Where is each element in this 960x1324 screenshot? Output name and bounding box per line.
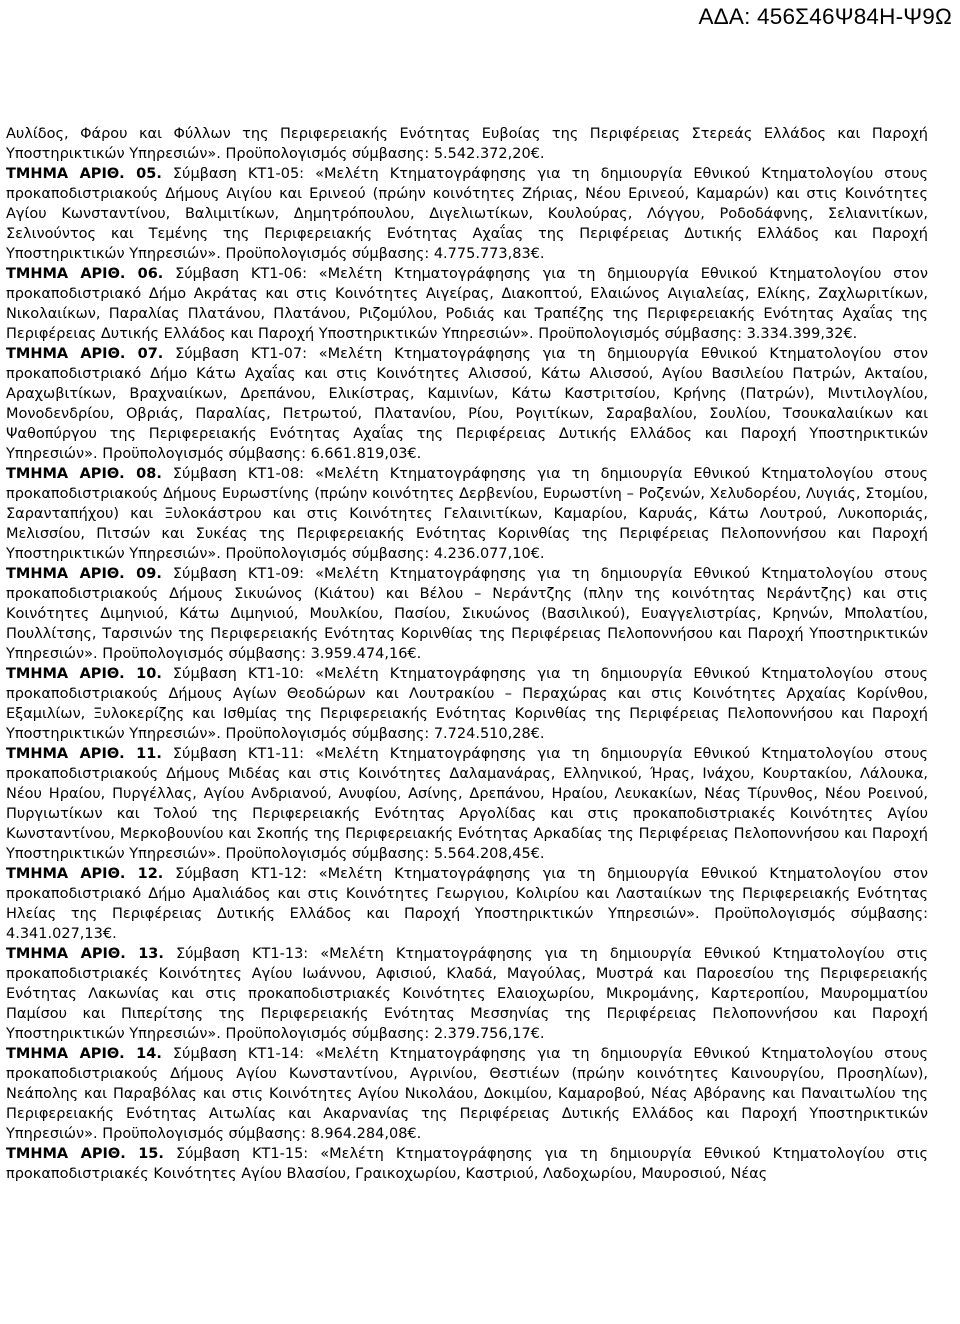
- section-text: Σύμβαση ΚΤ1-13: «Μελέτη Κτηματογράφησης για τη δημιουργία Εθνικού Κτηματολογίου στις προκαποδιστριακές Κοινότητες Αγίου Ιωάννου, Αφισιού, Κλαδά, Μαγούλας, Μυστρά και Παροεσίου της Περιφερειακής Ενότητας Λακωνίας και στις προκαποδιστριακές Κοινότητες Ελαιοχωρίου, Μικρομάνης, Καρτεροπίου, Μαυρομματίου Παμίσου και Πιπερίτσης της Περιφερειακής Ενότητας Μεσσηνίας της Περιφέρειας Πελοποννήσου και Παροχή Υποστηρικτικών Υπηρεσιών». Προϋπολογισμός σύμβασης: 2.379.756,17€.: [6, 946, 928, 1042]
- section-10: [6, 664, 928, 744]
- section-heading: ΤΜΗΜΑ ΑΡΙΘ. 11.: [6, 746, 162, 762]
- section-05: [6, 164, 928, 264]
- section-heading: ΤΜΗΜΑ ΑΡΙΘ. 15.: [6, 1146, 164, 1162]
- section-heading: ΤΜΗΜΑ ΑΡΙΘ. 08.: [6, 466, 162, 482]
- section-07: [6, 344, 928, 464]
- section-heading: ΤΜΗΜΑ ΑΡΙΘ. 12.: [6, 866, 164, 882]
- section-09: [6, 564, 928, 664]
- section-heading: ΤΜΗΜΑ ΑΡΙΘ. 13.: [6, 946, 164, 962]
- section-heading: ΤΜΗΜΑ ΑΡΙΘ. 06.: [6, 266, 164, 282]
- section-text: Σύμβαση ΚΤ1-10: «Μελέτη Κτηματογράφησης για τη δημιουργία Εθνικού Κτηματολογίου στους προκαποδιστριακούς Δήμους Αγίων Θεοδώρων και Λουτρακίου – Περαχώρας και στις Κοινότητες Αρχαίας Κορίνθου, Εξαμιλίων, Ξυλοκερίζης και Ισθμίας της Περιφερειακής Ενότητας Κορινθίας της Περιφέρειας Πελοποννήσου και Παροχή Υποστηρικτικών Υπηρεσιών». Προϋπολογισμός σύμβασης: 7.724.510,28€.: [6, 666, 928, 742]
- section-13: [6, 944, 928, 1044]
- section-heading: ΤΜΗΜΑ ΑΡΙΘ. 05.: [6, 166, 162, 182]
- section-text: Σύμβαση ΚΤ1-15: «Μελέτη Κτηματογράφησης για τη δημιουργία Εθνικού Κτηματολογίου στις προκαποδιστριακές Κοινότητες Αγίου Βλασίου, Γραικοχωρίου, Καστριού, Λαδοχωρίου, Μαυροσιού, Νέας: [6, 1146, 928, 1182]
- section-text: Σύμβαση ΚΤ1-05: «Μελέτη Κτηματογράφησης για τη δημιουργία Εθνικού Κτηματολογίου στους προκαποδιστριακούς Δήμους Αιγίου και Ερινεού (πρώην κοινότητες Ζήριας, Νέου Ερινεού, Καμαρών) και στις Κοινότητες Αγίου Κωνσταντίνου, Βαλιμιτίκων, Δημητρόπουλου, Διγελιωτίκων, Κουλούρας, Λόγγου, Ροδοδάφνης, Σελιανιτίκων, Σελινούντος και Τεμένης της Περιφερειακής Ενότητας Αχαΐας της Περιφέρειας Δυτικής Ελλάδος και Παροχή Υποστηρικτικών Υπηρεσιών». Προϋπολογισμός σύμβασης: 4.775.773,83€.: [6, 166, 928, 262]
- section-text: Σύμβαση ΚΤ1-14: «Μελέτη Κτηματογράφησης για τη δημιουργία Εθνικού Κτηματολογίου στους προκαποδιστριακούς Δήμους Αγίου Κωνσταντίνου, Αγρινίου, Θεστιέων (πρώην κοινότητες Καινουργίου, Προσηλίων), Νεάπολης και Παραβόλας και στις Κοινότητες Αγίου Νικολάου, Δοκιμίου, Καμαροβού, Νέας Αβόρανης και Παναιτωλίου της Περιφερειακής Ενότητας Αιτωλίας και Ακαρνανίας της Περιφέρειας Δυτικής Ελλάδος και Παροχή Υποστηρικτικών Υπηρεσιών». Προϋπολογισμός σύμβασης: 8.964.284,08€.: [6, 1046, 928, 1142]
- section-text: Σύμβαση ΚΤ1-09: «Μελέτη Κτηματογράφησης για τη δημιουργία Εθνικού Κτηματολογίου στους προκαποδιστριακούς Δήμους Σικυώνος (Κιάτου) και Βέλου – Νεράντζης (πλην της κοινότητας Νεράντζης) και στις Κοινότητες Διμηνιού, Κάτω Διμηνιού, Μουλκίου, Πασίου, Σικυώνος (Βασιλικού), Ευαγγελιστρίας, Κρηνών, Μπολατίου, Πουλλίτσης, Ταρσινών της Περιφερειακής Ενότητας Κορινθίας της Περιφέρειας Πελοποννήσου και Παροχή Υποστηρικτικών Υπηρεσιών». Προϋπολογισμός σύμβασης: 3.959.474,16€.: [6, 566, 928, 662]
- section-12: [6, 864, 928, 944]
- section-text: Σύμβαση ΚΤ1-12: «Μελέτη Κτηματογράφησης για τη δημιουργία Εθνικού Κτηματολογίου στον προκαποδιστριακό Δήμο Αμαλιάδος και στις Κοινότητες Γεωργιου, Κολιρίου και Λασταιίκων της Περιφερειακής Ενότητας Ηλείας της Περιφέρειας Δυτικής Ελλάδος και Παροχή Υποστηρικτικών Υπηρεσιών». Προϋπολογισμός σύμβασης: 4.341.027,13€.: [6, 866, 929, 942]
- section-heading: ΤΜΗΜΑ ΑΡΙΘ. 09.: [6, 566, 162, 582]
- section-text: Σύμβαση ΚΤ1-08: «Μελέτη Κτηματογράφησης για τη δημιουργία Εθνικού Κτηματολογίου στους προκαποδιστριακούς Δήμους Ευρωστίνης (πρώην κοινότητες Δερβενίου, Ευρωστίνη – Ροζενών, Χελυδορέου, Λυγιάς, Στομίου, Σαρανταπήχου) και Ξυλοκάστρου και στις Κοινότητες Γελαινιτίκων, Καμαρίου, Καρυάς, Κάτω Λουτρού, Λυκοποριάς, Μελισσίου, Πιτσών και Συκέας της Περιφερειακής Ενότητας Κορινθίας της Περιφέρειας Πελοποννήσου και Παροχή Υποστηρικτικών Υπηρεσιών». Προϋπολογισμός σύμβασης: 4.236.077,10€.: [6, 466, 928, 562]
- section-06: [6, 264, 928, 344]
- ada-header: ΑΔΑ: 456Σ46Ψ84Η-Ψ9Ω: [698, 4, 952, 29]
- section-text: Σύμβαση ΚΤ1-07: «Μελέτη Κτηματογράφησης για τη δημιουργία Εθνικού Κτηματολογίου στον προκαποδιστριακό Δήμο Κάτω Αχαΐας και στις Κοινότητες Αλισσού, Κάτω Αλισσού, Αγίου Βασιλείου Πατρών, Ακταίου, Αραχωβιτίκων, Βραχναιίκων, Δρεπάνου, Ελικίστρας, Καμινίων, Κάτω Καστριτσίου, Κρήνης (Πατρών), Μιντιλογλίου, Μονοδενδρίου, Οβριάς, Παραλίας, Πετρωτού, Πλατανίου, Ρίου, Ρογιτίκων, Σαραβαλίου, Σουλίου, Τσουκαλαιίκων και Ψαθοπύργου της Περιφερειακής Ενότητας Αχαΐας της Περιφέρειας Δυτικής Ελλάδος και Παροχή Υποστηρικτικών Υπηρεσιών». Προϋπολογισμός σύμβασης: 6.661.819,03€.: [6, 346, 929, 462]
- intro-paragraph: Αυλίδος, Φάρου και Φύλλων της Περιφερειακής Ενότητας Ευβοίας της Περιφέρειας Στερεάς Ελλάδος και Παροχή Υποστηρικτικών Υπηρεσιών». Προϋπολογισμός σύμβασης: 5.542.372,20€.: [6, 126, 928, 162]
- section-heading: ΤΜΗΜΑ ΑΡΙΘ. 14.: [6, 1046, 162, 1062]
- section-11: [6, 744, 928, 864]
- section-15: [6, 1144, 928, 1184]
- section-heading: ΤΜΗΜΑ ΑΡΙΘ. 10.: [6, 666, 162, 682]
- section-heading: ΤΜΗΜΑ ΑΡΙΘ. 07.: [6, 346, 164, 362]
- section-text: Σύμβαση ΚΤ1-06: «Μελέτη Κτηματογράφησης για τη δημιουργία Εθνικού Κτηματολογίου στον προκαποδιστριακό Δήμο Ακράτας και στις Κοινότητες Αιγείρας, Διακοπτού, Ελαιώνος Αιγιαλείας, Ελίκης, Ζαχλωριτίκων, Νικολαιίκων, Παραλίας Πλατάνου, Πλατάνου, Ριζομύλου, Ροδιάς και Τραπέζης της Περιφερειακής Ενότητας Αχαΐας της Περιφέρειας Δυτικής Ελλάδος και Παροχή Υποστηρικτικών Υπηρεσιών». Προϋπολογισμός σύμβασης: 3.334.399,32€.: [6, 266, 929, 342]
- section-text: Σύμβαση ΚΤ1-11: «Μελέτη Κτηματογράφησης για τη δημιουργία Εθνικού Κτηματολογίου στους προκαποδιστριακούς Δήμους Μιδέας και στις Κοινότητες Δαλαμανάρας, Ελληνικού, Ήρας, Ινάχου, Κουρτακίου, Λάλουκα, Νέου Ηραίου, Πυργέλλας, Αγίου Ανδριανού, Ανυφίου, Ασίνης, Δρεπάνου, Ηραίου, Λευκακίων, Νέας Τίρυνθος, Νέου Ροεινού, Πυργιωτίκων και Τολού της Περιφερειακής Ενότητας Αργολίδας και στις προκαποδιστριακές Κοινότητες Αγίου Κωνσταντίνου, Μερκοβουνίου και Σκοπής της Περιφερειακής Ενότητας Αρκαδίας της Περιφέρειας Πελοποννήσου και Παροχή Υποστηρικτικών Υπηρεσιών». Προϋπολογισμός σύμβασης: 5.564.208,45€.: [6, 746, 928, 862]
- document-body: [6, 124, 928, 1184]
- section-08: [6, 464, 928, 564]
- section-14: [6, 1044, 928, 1144]
